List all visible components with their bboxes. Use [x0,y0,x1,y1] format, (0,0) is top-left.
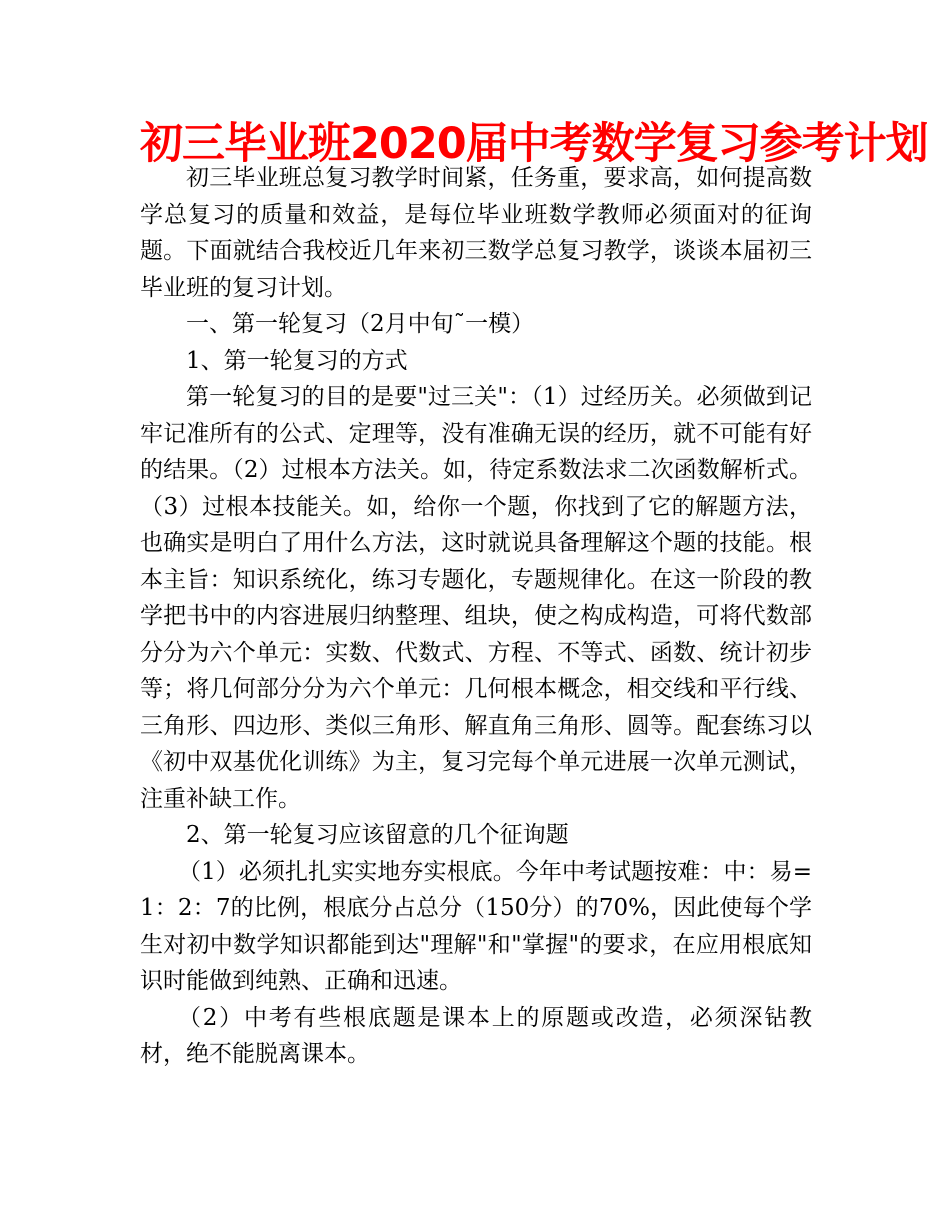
issue-paragraph-2: （2）中考有些根底题是课本上的原题或改造，必须深钻教材，绝不能脱离课本。 [140,1004,812,1067]
issue-paragraph-1: （1）必须扎扎实实地夯实根底。今年中考试题按难：中：易=1：2：7的比例，根底分占总分（150分）的70%，因此使每个学生对初中数学知识都能到达"理解"和"掌握"的要求，在应用根底知识时能做到纯熟、正确和迅速。 [140,858,812,994]
document-title: 初三毕业班2020届中考数学复习参考计划 [140,119,928,169]
document-body [140,160,812,1073]
section-heading-first-round: 一、第一轮复习（2月中旬˜一模） [186,311,535,337]
subheading-review-method: 1、第一轮复习的方式 [186,347,408,374]
subheading-review-issues: 2、第一轮复习应该留意的几个征询题 [186,822,569,848]
review-method-paragraph: 第一轮复习的目的是要"过三关"：（1）过经历关。必须做到记牢记准所有的公式、定理等，没有准确无误的经历，就不可能有好的结果。（2）过根本方法关。如，待定系数法求二次函数解析式。（3）过根本技能关。如，给你一个题，你找到了它的解题方法，也确实是明白了用什么方法，这时就说具备理解这个题的技能。根本主旨：知识系统化，练习专题化，专题规律化。在这一阶段的教学把书中的内容进展归纳整理、组块，使之构成构造，可将代数部分分为六个单元：实数、代数式、方程、不等式、函数、统计初步等；将几何部分分为六个单元：几何根本概念，相交线和平行线、三角形、四边形、类似三角形、解直角三角形、圆等。配套练习以《初中双基优化训练》为主，复习完每个单元进展一次单元测试，注重补缺工作。 [140,384,812,812]
intro-paragraph: 初三毕业班总复习教学时间紧，任务重，要求高，如何提高数学总复习的质量和效益，是每位毕业班数学教师必须面对的征询题。下面就结合我校近几年来初三数学总复习教学，谈谈本届初三毕业班的复习计划。 [140,165,812,301]
